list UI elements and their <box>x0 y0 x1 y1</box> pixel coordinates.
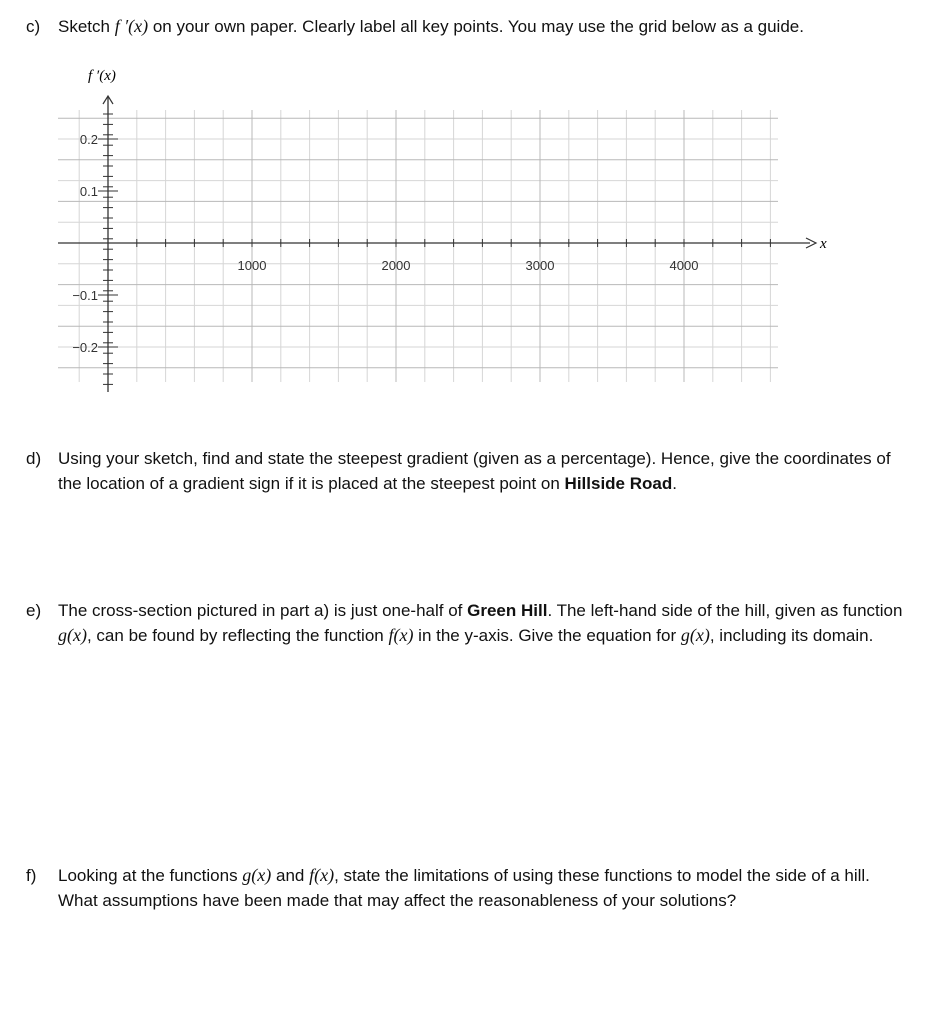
question-text: Using your sketch, find and state the steepest gradient (given as a percentage). Hence, give the coordinates of the location of a gradient sign if it is placed at the steepest point on Hillside Road. <box>58 449 891 493</box>
x-tick-label: 3000 <box>525 258 555 273</box>
question-label: f) <box>26 866 37 885</box>
question-text: Sketch f ′(x) on your own paper. Clearly label all key points. You may use the grid below as a guide. <box>58 16 804 36</box>
question-label: c) <box>26 17 41 36</box>
question-text: Looking at the functions g(x) and f(x), state the limitations of using these functions to model the side of a hill. What assumptions have been made that may affect the reasonableness of your solutions? <box>58 865 870 910</box>
y-tick-label: 0.2 <box>79 132 98 147</box>
question-text: The cross-section pictured in part a) is just one-half of Green Hill. The left-hand side of the hill, given as function g(x), can be found by reflecting the function f(x) in the y-axis. Give the equation for g(x), including its domain. <box>58 601 903 645</box>
y-tick-label: 0.1 <box>79 184 98 199</box>
y-tick-label: −0.2 <box>72 340 98 355</box>
y-tick-label: −0.1 <box>72 288 98 303</box>
y-axis-label: f ′(x) <box>88 68 116 84</box>
x-tick-label: 4000 <box>669 258 699 273</box>
question-label: d) <box>26 449 42 468</box>
question-label: e) <box>26 601 42 620</box>
x-tick-label: 2000 <box>381 258 411 273</box>
x-tick-label: 1000 <box>237 258 267 273</box>
x-axis-label: x <box>820 236 827 252</box>
math-f-prime: f ′(x) <box>114 16 149 36</box>
